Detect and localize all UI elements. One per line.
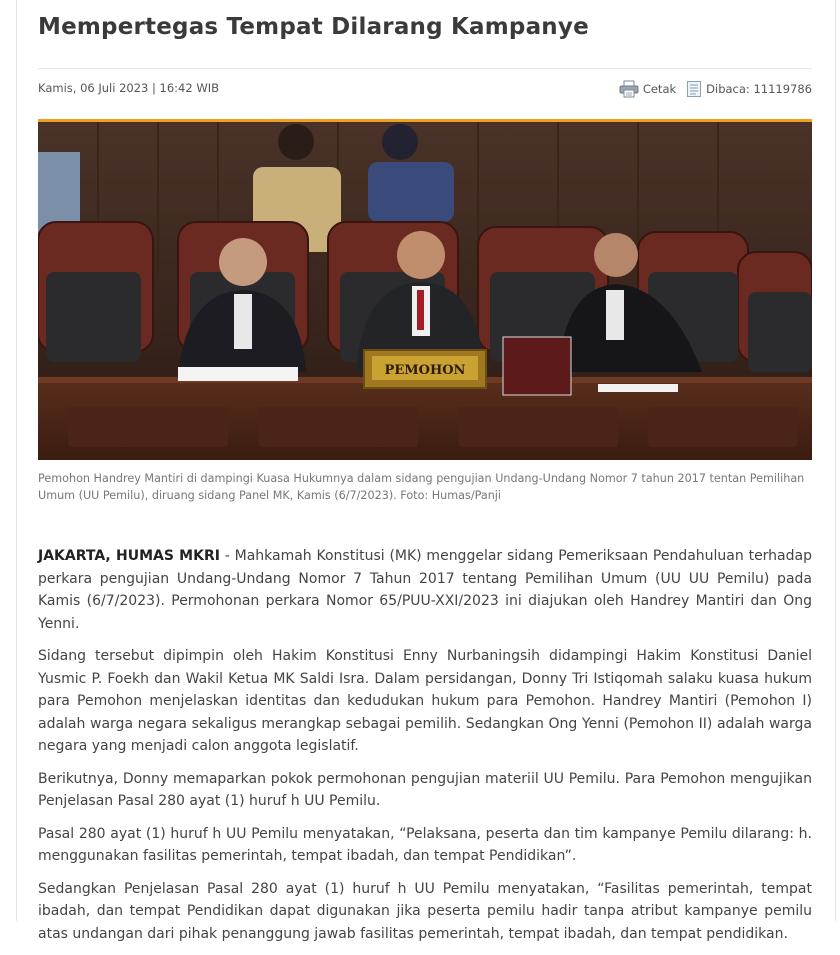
document-icon <box>686 80 702 98</box>
print-label: Cetak <box>642 82 677 96</box>
photo-caption: Pemohon Handrey Mantiri di dampingi Kuasa Hukumnya dalam sidang pengujian Undang-Undang Nomor 7 tahun 2017 tentan Pemilihan Umum (UU Pemilu), diruang sidang Panel MK, Kamis (6/7/2023). Foto: Humas/Panji <box>38 472 805 502</box>
view-count <box>686 80 812 98</box>
article-photo <box>38 119 812 460</box>
printer-icon <box>619 80 639 98</box>
article-meta <box>38 80 812 100</box>
print-button[interactable] <box>619 80 676 98</box>
courtroom-photo <box>38 122 812 460</box>
paragraph-2: Sidang tersebut dipimpin oleh Hakim Konstitusi Enny Nurbaningsih didampingi Hakim Konstitusi Daniel Yusmic P. Foekh dan Wakil Ketua MK Saldi Isra. Dalam persidangan, Donny Tri Istiqomah salaku kuasa hukum para Pemohon menjelaskan identitas dan kedudukan hukum para Pemohon. Handrey Mantiri (Pemohon I) adalah warga negara sekaligus merangkap sebagai pemilih. Sedangkan Ong Yenni (Pemohon II) adalah warga negara yang menjadi calon anggota legislatif. <box>38 648 812 754</box>
views-label: Dibaca: 11119786 <box>706 82 812 96</box>
paragraph-1-text: - Mahkamah Konstitusi (MK) menggelar sidang Pemeriksaan Pendahuluan terhadap perkara pengujian Undang-Undang Nomor 7 Tahun 2017 tentang Pemilihan Umum (UU UU Pemilu) pada Kamis (6/7/2023). Permohonan perkara Nomor 65/PUU-XXI/2023 ini diajukan oleh Handrey Mantiri dan Ong Yenni. <box>38 548 812 632</box>
paragraph-4: Pasal 280 ayat (1) huruf h UU Pemilu menyatakan, “Pelaksana, peserta dan tim kampanye Pemilu dilarang: h. menggunakan fasilitas pemerintah, tempat ibadah, dan tempat Pendidikan”. <box>38 825 812 864</box>
article-date: Kamis, 06 Juli 2023 | 16:42 WIB <box>38 81 220 95</box>
article-body <box>38 545 812 955</box>
paragraph-1 <box>38 545 812 635</box>
meta-divider <box>38 68 812 69</box>
paragraph-5: Sedangkan Penjelasan Pasal 280 ayat (1) huruf h UU Pemilu menyatakan, “Fasilitas pemerintah, tempat ibadah, dan tempat Pendidikan dapat digunakan jika peserta pemilu hadir tanpa atribut kampanye pemilu atas undangan dari pihak penanggung jawab fasilitas pemerintah, tempat ibadah, dan tempat pendidikan. <box>38 880 812 942</box>
paragraph-3: Berikutnya, Donny memaparkan pokok permohonan pengujian materiil UU Pemilu. Para Pemohon mengujikan Penjelasan Pasal 280 ayat (1) huruf h UU Pemilu. <box>38 770 812 809</box>
article-title: Mempertegas Tempat Dilarang Kampanye <box>38 14 589 40</box>
article-actions <box>619 80 812 98</box>
dateline: JAKARTA, HUMAS MKRI <box>38 548 220 564</box>
photo-plaque-text: PEMOHON <box>384 363 466 378</box>
